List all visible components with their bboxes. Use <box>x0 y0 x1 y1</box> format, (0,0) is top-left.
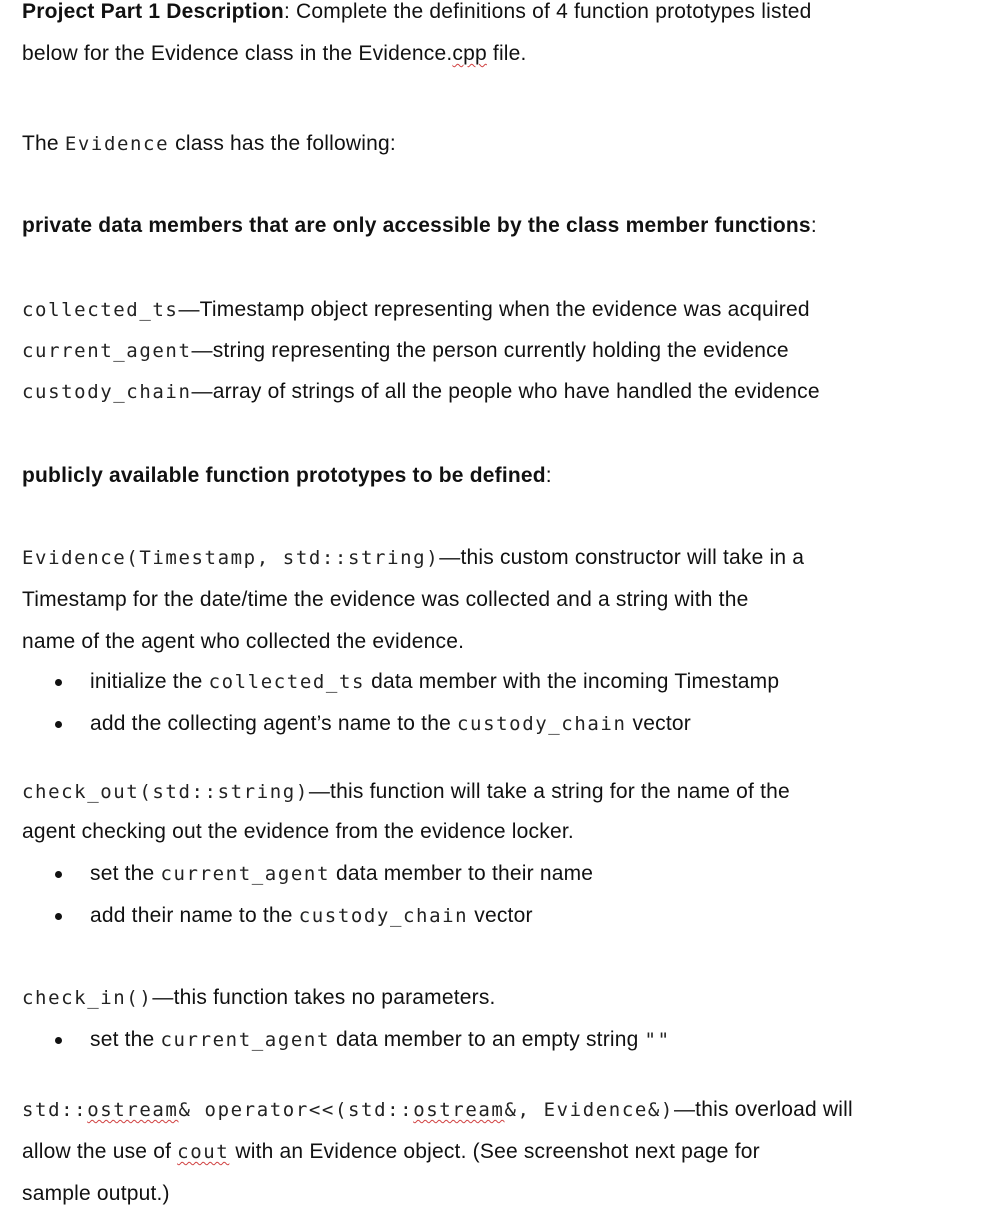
constructor-line-1 <box>22 544 804 572</box>
operator-line-3: sample output.) <box>22 1182 170 1205</box>
member-code: collected_ts <box>22 299 179 321</box>
operator-line-2 <box>22 1138 760 1166</box>
check-out-code: check_out(std::string) <box>22 781 309 803</box>
operator-code-part: & operator<<(std:: <box>178 1099 414 1121</box>
bullet-text: vector <box>468 904 533 927</box>
bullet-text: data member with the incoming Timestamp <box>365 670 780 693</box>
spellcheck-word: ostream <box>413 1099 505 1121</box>
class-intro-post: class has the following: <box>169 132 396 155</box>
class-name-code: Evidence <box>64 133 170 155</box>
bullet-text: add the collecting agent’s name to the <box>90 712 457 735</box>
member-desc: —Timestamp object representing when the evidence was acquired <box>178 298 810 321</box>
intro-text-3: file. <box>486 42 527 65</box>
intro-text-2: below for the Evidence class in the Evidence. <box>22 42 453 65</box>
check-out-bullet-2 <box>90 902 533 930</box>
bullet-code: collected_ts <box>208 671 366 693</box>
operator-desc: —this overload will <box>673 1098 853 1121</box>
private-heading-bold: private data members that are only accessible by the class member functions <box>22 214 811 237</box>
class-intro <box>22 130 396 158</box>
bullet-icon <box>55 913 62 920</box>
bullet-text: vector <box>626 712 691 735</box>
member-custody-chain <box>22 378 820 406</box>
bullet-text: initialize the <box>90 670 209 693</box>
operator-code-part: std:: <box>22 1099 88 1121</box>
check-in-code: check_in() <box>22 987 153 1009</box>
constructor-bullet-2 <box>90 710 691 738</box>
public-heading-colon: : <box>545 464 552 487</box>
bullet-text: set the <box>90 862 161 885</box>
member-code: current_agent <box>22 340 192 362</box>
private-heading-colon: : <box>810 214 817 237</box>
check-out-line-2: agent checking out the evidence from the evidence locker. <box>22 820 574 843</box>
member-desc: —string representing the person currently holding the evidence <box>191 339 789 362</box>
bullet-text: data member to an empty string <box>330 1028 645 1051</box>
bullet-icon <box>55 1037 62 1044</box>
intro-line-1 <box>22 0 812 26</box>
check-in-desc: —this function takes no parameters. <box>152 986 496 1009</box>
bullet-icon <box>55 679 62 686</box>
public-heading <box>22 462 552 490</box>
intro-text: : Complete the definitions of 4 function prototypes listed <box>283 0 812 23</box>
operator-text: allow the use of <box>22 1140 178 1163</box>
class-intro-pre: The <box>22 132 65 155</box>
project-heading: Project Part 1 Description <box>22 0 284 23</box>
bullet-text: data member to their name <box>330 862 594 885</box>
intro-line-2 <box>22 40 527 68</box>
constructor-bullet-1 <box>90 668 779 696</box>
private-heading <box>22 212 817 240</box>
operator-code <box>22 1099 674 1121</box>
constructor-line-3: name of the agent who collected the evidence. <box>22 630 465 653</box>
spellcheck-word: cout <box>177 1141 230 1163</box>
operator-code-part: &, Evidence&) <box>504 1099 674 1121</box>
bullet-code: custody_chain <box>457 713 627 735</box>
check-out-bullet-1 <box>90 860 593 888</box>
spellcheck-word: ostream <box>87 1099 179 1121</box>
bullet-text: set the <box>90 1028 161 1051</box>
constructor-desc: —this custom constructor will take in a <box>439 546 805 569</box>
member-code: custody_chain <box>22 381 192 403</box>
member-current-agent <box>22 337 789 365</box>
constructor-line-2: Timestamp for the date/time the evidence was collected and a string with the <box>22 588 749 611</box>
check-in-line-1 <box>22 984 496 1012</box>
member-desc: —array of strings of all the people who have handled the evidence <box>191 380 820 403</box>
spellcheck-word: cpp <box>452 42 487 65</box>
bullet-icon <box>55 721 62 728</box>
check-out-desc: —this function will take a string for the name of the <box>308 780 790 803</box>
bullet-icon <box>55 871 62 878</box>
check-out-line-1 <box>22 778 790 806</box>
check-in-bullet-1 <box>90 1026 671 1054</box>
bullet-code: current_agent <box>160 1029 330 1051</box>
operator-text: with an Evidence object. (See screenshot next page for <box>229 1140 760 1163</box>
bullet-code: current_agent <box>160 863 330 885</box>
bullet-text: add their name to the <box>90 904 299 927</box>
public-heading-bold: publicly available function prototypes to be defined <box>22 464 546 487</box>
bullet-code: custody_chain <box>298 905 469 927</box>
operator-line-1 <box>22 1096 853 1124</box>
constructor-code: Evidence(Timestamp, std::string) <box>22 547 440 569</box>
empty-string-code: "" <box>644 1029 671 1051</box>
member-collected-ts <box>22 296 810 324</box>
